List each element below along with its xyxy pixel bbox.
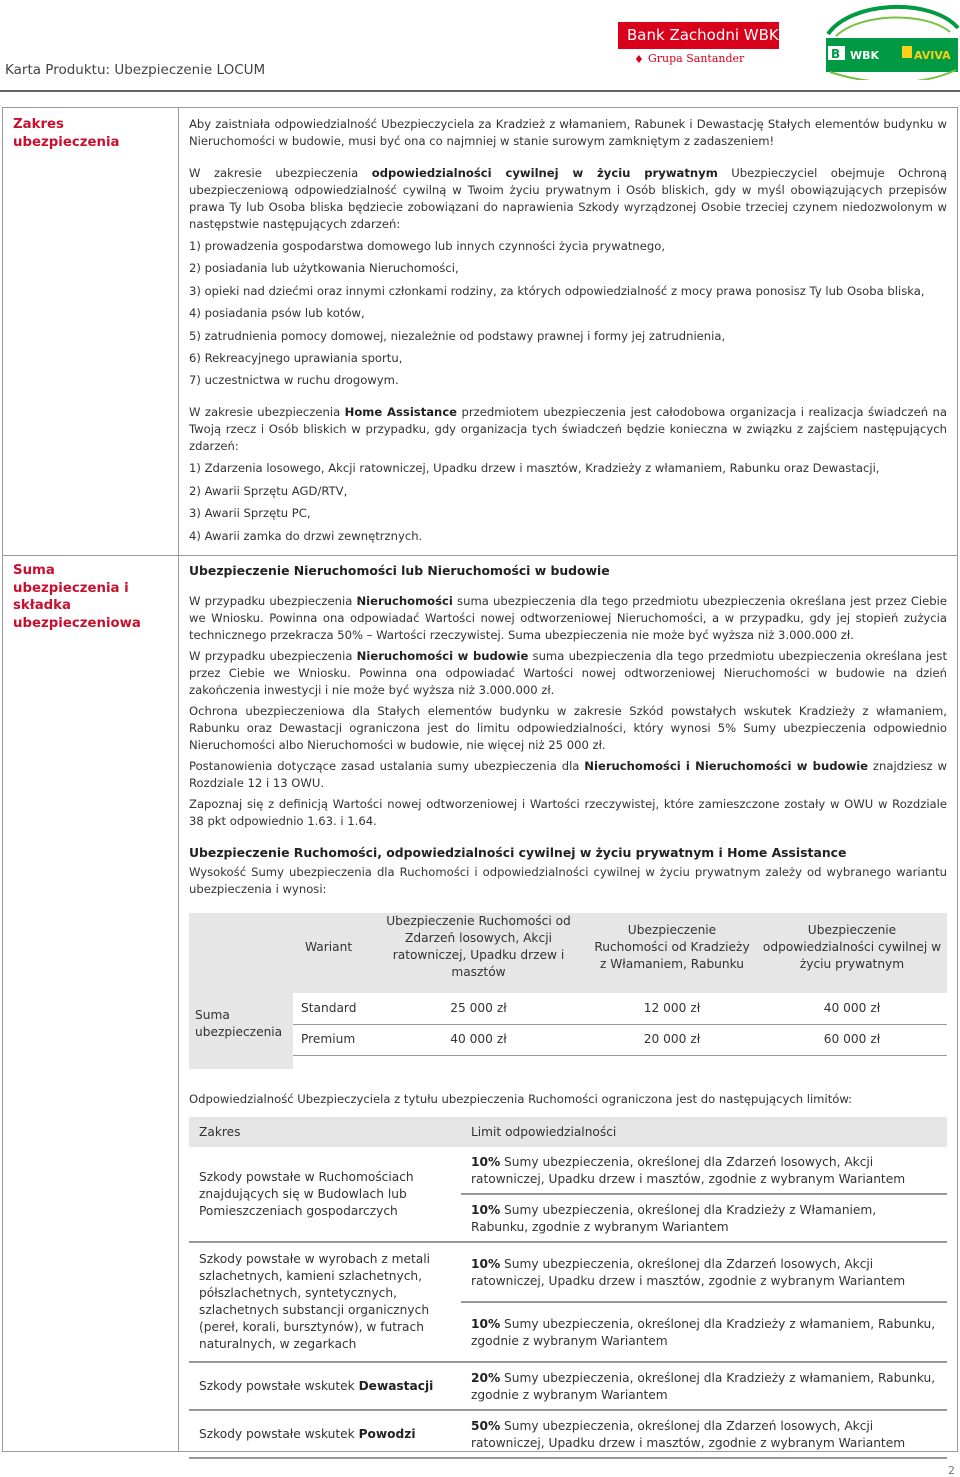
frame-right	[957, 108, 958, 1452]
table-row	[189, 1024, 947, 1055]
flame-icon: ♦	[634, 53, 644, 66]
limits-table	[189, 1117, 947, 1459]
list-item: 5) zatrudnienia pomocy domowej, niezależnie od podstawy prawnej i formy jej zatrudnienia,	[189, 328, 726, 343]
ha-list	[189, 460, 947, 544]
table-cell: 25 000 zł	[450, 1000, 507, 1015]
ha-paragraph: W zakresie ubezpieczenia Home Assistance przedmiotem ubezpieczenia jest całodobowa organizacja i realizacja świadczeń na Twoją rzecz i Osób bliskich w przypadku, gdy organizacja tych świadczeń będzie konieczna w związku z zajściem następujących zdarzeń:	[189, 405, 948, 454]
table-row	[189, 1242, 947, 1302]
limit-cell: 10% Sumy ubezpieczenia, określonej dla Kradzieży z włamaniem, Rabunku, zgodnie z wybranym Wariantem	[461, 1302, 947, 1362]
variant-name: Premium	[293, 1024, 370, 1055]
table-row	[189, 1362, 947, 1410]
limit-cell: 20% Sumy ubezpieczenia, określonej dla Kradzieży z włamaniem, Rabunku, zgodnie z wybranym Wariantem	[461, 1362, 947, 1410]
paragraph: Odpowiedzialność Ubezpieczyciela z tytułu ubezpieczenia Ruchomości ograniczona jest do następujących limitów:	[189, 1092, 853, 1106]
table-row	[189, 993, 947, 1024]
table-cell: 20 000 zł	[587, 1024, 757, 1055]
page-title: Karta Produktu: Ubezpieczenie LOCUM	[5, 62, 266, 78]
table-cell: 60 000 zł	[757, 1024, 947, 1055]
aviva-wbk-logo	[822, 4, 960, 80]
section-label-scope: Zakres ubezpieczenia	[13, 117, 120, 150]
list-item: 2) Awarii Sprzętu AGD/RTV,	[189, 483, 348, 498]
table-header: Zakres	[189, 1117, 451, 1147]
intro-text: Aby zaistniała odpowiedzialność Ubezpieczyciela za Kradzież z włamaniem, Rabunek i Dewastację Stałych elementów budynku w Nieruchomości w budowie, musi być ona co najmniej w stanie surowym zamkniętym z zadaszeniem!	[189, 117, 947, 148]
section-label-sum-wrap	[2, 562, 178, 632]
table-corner	[189, 913, 293, 981]
svg-text:B: B	[831, 47, 841, 61]
scope-cell: Szkody powstałe wskutek Dewastacji	[189, 1362, 451, 1410]
frame-left	[2, 108, 3, 1452]
variant-table	[189, 913, 947, 1069]
frame-divider	[178, 108, 179, 1452]
scope-cell: Szkody powstałe w wyrobach z metali szlachetnych, kamieni szlachetnych, półszlachetnych, syntetycznych, szlachetnych substancji organicznych (pereł, korali, bursztynów), w futrach naturalnych, w zegarkach	[189, 1242, 451, 1362]
limit-cell: 50% Sumy ubezpieczenia, określonej dla Zdarzeń losowych, Akcji ratowniczej, Upadku drzew i masztów, zgodnie z wybranym Wariantem	[461, 1410, 947, 1458]
logo-wbk-text: WBK	[850, 49, 880, 62]
table-header: Ubezpieczenie Ruchomości od Zdarzeń losowych, Akcji ratowniczej, Upadku drzew i masztów	[370, 913, 587, 981]
heading-real-estate: Ubezpieczenie Nieruchomości lub Nieruchomości w budowie	[189, 563, 610, 578]
row-label: Suma ubezpieczenia	[189, 993, 293, 1055]
list-item: 4) posiadania psów lub kotów,	[189, 306, 365, 321]
paragraph: Wysokość Sumy ubezpieczenia dla Ruchomości i odpowiedzialności cywilnej w życiu prywatnym zależy od wybranego wariantu ubezpieczenia i wynosi:	[189, 865, 947, 896]
heading-movables: Ubezpieczenie Ruchomości, odpowiedzialności cywilnej w życiu prywatnym i Home Assistance	[189, 845, 847, 860]
scope-cell: Szkody powstałe w Ruchomościach znajdujących się w Budowlach lub Pomieszczeniach gospodarczych	[189, 1147, 451, 1242]
paragraph: W przypadku ubezpieczenia Nieruchomości suma ubezpieczenia dla tego przedmiotu ubezpieczenia określana jest przez Ciebie we Wniosku. Powinna ona odpowiadać Wartości nowej odtworzeniowej Nieruchomości, a w przypadku, gdy jej stopień zużycia technicznego przekracza 50% – Wartości rzeczywistej. Suma ubezpieczenia nie może być wyższa niż 3.000.000 zł.	[189, 594, 947, 642]
table-header: Ubezpieczenie odpowiedzialności cywilnej w życiu prywatnym	[757, 913, 947, 981]
section-sum-content	[189, 562, 947, 1459]
list-item: 1) prowadzenia gospodarstwa domowego lub innych czynności życia prywatnego,	[189, 239, 666, 253]
bank-group: Grupa Santander	[648, 52, 745, 65]
paragraph: Zapoznaj się z definicją Wartości nowej odtworzeniowej i Wartości rzeczywistej, które zamieszczone zostały w OWU w Rozdziale 38 pkt odpowiednio 1.63. i 1.64.	[189, 797, 947, 828]
oc-list	[189, 238, 947, 389]
table-header: Limit odpowiedzialności	[461, 1117, 947, 1147]
list-item: 2) posiadania lub użytkowania Nieruchomości,	[189, 261, 459, 276]
paragraph: Postanowienia dotyczące zasad ustalania sumy ubezpieczenia dla Nieruchomości i Nieruchomości w budowie znajdziesz w Rozdziale 12 i 13 OWU.	[189, 759, 947, 790]
list-item: 6) Rekreacyjnego uprawiania sportu,	[189, 350, 403, 365]
page-number: 2	[948, 1464, 955, 1477]
list-item: 4) Awarii zamka do drzwi zewnętrznych.	[189, 528, 423, 543]
limit-cell: 10% Sumy ubezpieczenia, określonej dla Zdarzeń losowych, Akcji ratowniczej, Upadku drzew i masztów, zgodnie z wybranym Wariantem	[461, 1147, 947, 1194]
page-header	[0, 0, 960, 92]
list-item: 3) opieki nad dziećmi oraz innymi członkami rodziny, za których odpowiedzialność z mocy prawa ponosisz Ty lub Osoba bliska,	[189, 283, 925, 298]
paragraph: W przypadku ubezpieczenia Nieruchomości w budowie suma ubezpieczenia dla tego przedmiotu ubezpieczenia określana jest przez Ciebie we Wniosku. Powinna ona odpowiadać Wartości nowej odtworzeniowej Nieruchomości w budowie na dzień zakończenia inwestycji i nie może być wyższa niż 3.000.000 zł.	[189, 649, 947, 697]
section-label-scope-wrap	[2, 116, 178, 151]
variant-name: Standard	[301, 1000, 357, 1015]
list-item: 3) Awarii Sprzętu PC,	[189, 506, 311, 521]
section-label-sum: Suma ubezpieczenia i składka ubezpieczeniowa	[13, 563, 141, 631]
table-row	[189, 1147, 947, 1194]
table-header: Ubezpieczenie Ruchomości od Kradzieży z Włamaniem, Rabunku	[587, 913, 757, 981]
logo-aviva-text: AVIVA	[914, 49, 951, 62]
list-item: 1) Zdarzenia losowego, Akcji ratowniczej, Upadku drzew i masztów, Kradzieży z włamaniem, Rabunku oraz Dewastacji,	[189, 461, 880, 476]
table-cell: 40 000 zł	[823, 1000, 881, 1015]
list-item: 7) uczestnictwa w ruchu drogowym.	[189, 373, 399, 388]
table-cell: 40 000 zł	[370, 1024, 587, 1055]
limit-cell: 10% Sumy ubezpieczenia, określonej dla Kradzieży z Włamaniem, Rabunku, zgodnie z wybranym Wariantem	[461, 1194, 947, 1242]
bank-name: Bank Zachodni WBK	[618, 22, 779, 49]
scope-cell: Szkody powstałe wskutek Powodzi	[189, 1410, 451, 1458]
table-row	[189, 1410, 947, 1458]
table-cell: 12 000 zł	[643, 1000, 701, 1015]
bank-logo	[618, 22, 779, 66]
table-header: Wariant	[293, 913, 370, 981]
frame-top	[2, 107, 958, 108]
section-divider	[2, 555, 958, 556]
section-scope-content	[189, 116, 947, 550]
limit-cell: 10% Sumy ubezpieczenia, określonej dla Zdarzeń losowych, Akcji ratowniczej, Upadku drzew i masztów, zgodnie z wybranym Wariantem	[461, 1242, 947, 1302]
paragraph: Ochrona ubezpieczeniowa dla Stałych elementów budynku w zakresie Szkód powstałych wskutek Kradzieży z włamaniem, Rabunku oraz Dewastacji ograniczona jest do limitu odpowiedzialności, który wynosi 5% Sumy ubezpieczenia odpowiednio Nieruchomości albo Nieruchomości w budowie, nie więcej niż 25 000 zł.	[189, 704, 947, 752]
oc-paragraph: W zakresie ubezpieczenia odpowiedzialności cywilnej w życiu prywatnym Ubezpieczyciel obejmuje Ochroną ubezpieczeniową odpowiedzialność cywilną w Twoim życiu prywatnym i Osób bliskich, gdy w myśl obowiązujących przepisów prawa Ty lub Osoba bliska będziecie zobowiązani do naprawienia Szkody wyrządzonej Osobie trzeciej czynem niedozwolonym w następstwie następujących zdarzeń:	[189, 166, 947, 231]
